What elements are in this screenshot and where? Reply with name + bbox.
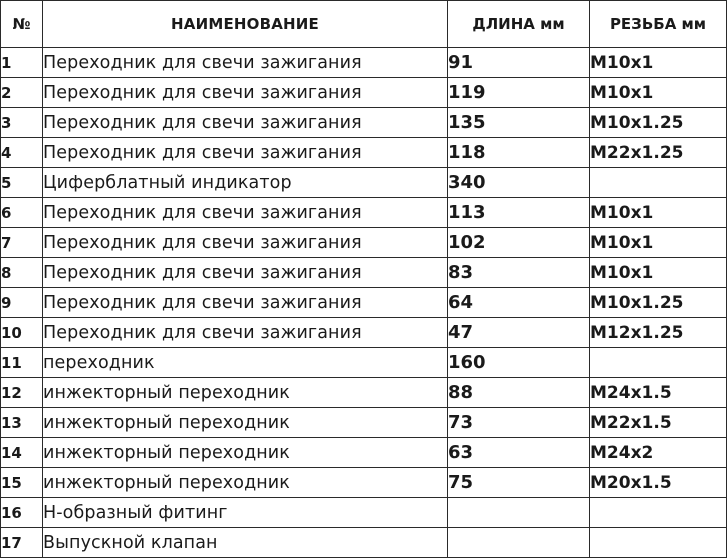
row-thread xyxy=(590,348,727,378)
table-row xyxy=(1,288,727,318)
row-name: инжекторный переходник xyxy=(43,468,448,498)
row-num: 9 xyxy=(1,288,43,318)
row-thread: M24x1.5 xyxy=(590,378,727,408)
row-length: 75 xyxy=(448,468,590,498)
row-name: инжекторный переходник xyxy=(43,438,448,468)
row-name: Циферблатный индикатор xyxy=(43,168,448,198)
row-thread: M20x1.5 xyxy=(590,468,727,498)
table-row xyxy=(1,78,727,108)
row-thread: M10x1 xyxy=(590,48,727,78)
header-thread: РЕЗЬБА мм xyxy=(590,1,727,48)
row-name: Н-образный фитинг xyxy=(43,498,448,528)
row-thread xyxy=(590,498,727,528)
row-num: 4 xyxy=(1,138,43,168)
row-length: 63 xyxy=(448,438,590,468)
row-name: Переходник для свечи зажигания xyxy=(43,228,448,258)
row-length: 64 xyxy=(448,288,590,318)
table-row xyxy=(1,408,727,438)
header-row xyxy=(1,1,727,48)
row-num: 10 xyxy=(1,318,43,348)
row-length: 135 xyxy=(448,108,590,138)
row-length: 83 xyxy=(448,258,590,288)
row-num: 16 xyxy=(1,498,43,528)
row-thread: M24x2 xyxy=(590,438,727,468)
row-length: 102 xyxy=(448,228,590,258)
row-name: Переходник для свечи зажигания xyxy=(43,108,448,138)
row-name: Переходник для свечи зажигания xyxy=(43,198,448,228)
row-length: 340 xyxy=(448,168,590,198)
row-num: 6 xyxy=(1,198,43,228)
row-name: Переходник для свечи зажигания xyxy=(43,48,448,78)
row-num: 3 xyxy=(1,108,43,138)
table-row xyxy=(1,48,727,78)
row-num: 13 xyxy=(1,408,43,438)
row-length: 160 xyxy=(448,348,590,378)
row-num: 1 xyxy=(1,48,43,78)
row-thread: M10x1 xyxy=(590,258,727,288)
table-row xyxy=(1,348,727,378)
row-length: 91 xyxy=(448,48,590,78)
row-num: 12 xyxy=(1,378,43,408)
table-row xyxy=(1,468,727,498)
row-length: 118 xyxy=(448,138,590,168)
row-name: Переходник для свечи зажигания xyxy=(43,78,448,108)
header-length: ДЛИНА мм xyxy=(448,1,590,48)
table-row xyxy=(1,318,727,348)
row-num: 11 xyxy=(1,348,43,378)
row-num: 5 xyxy=(1,168,43,198)
table-row xyxy=(1,498,727,528)
row-thread: M10x1 xyxy=(590,78,727,108)
row-length: 113 xyxy=(448,198,590,228)
row-name: Переходник для свечи зажигания xyxy=(43,258,448,288)
row-num: 14 xyxy=(1,438,43,468)
row-thread: M10x1 xyxy=(590,228,727,258)
row-num: 8 xyxy=(1,258,43,288)
row-num: 17 xyxy=(1,528,43,558)
row-length: 119 xyxy=(448,78,590,108)
row-num: 2 xyxy=(1,78,43,108)
table-row xyxy=(1,198,727,228)
row-thread: M22x1.25 xyxy=(590,138,727,168)
row-name: переходник xyxy=(43,348,448,378)
table-row xyxy=(1,108,727,138)
table-row xyxy=(1,528,727,558)
row-num: 15 xyxy=(1,468,43,498)
row-length xyxy=(448,498,590,528)
row-name: Переходник для свечи зажигания xyxy=(43,318,448,348)
row-name: Переходник для свечи зажигания xyxy=(43,288,448,318)
row-name: Переходник для свечи зажигания xyxy=(43,138,448,168)
table-row xyxy=(1,438,727,468)
row-name: инжекторный переходник xyxy=(43,378,448,408)
row-thread: M12x1.25 xyxy=(590,318,727,348)
row-length: 73 xyxy=(448,408,590,438)
row-thread: M10x1.25 xyxy=(590,108,727,138)
table-row xyxy=(1,168,727,198)
header-num: № xyxy=(1,1,43,48)
row-thread: M22x1.5 xyxy=(590,408,727,438)
row-thread: M10x1 xyxy=(590,198,727,228)
row-thread: M10x1.25 xyxy=(590,288,727,318)
row-length: 88 xyxy=(448,378,590,408)
row-length xyxy=(448,528,590,558)
row-length: 47 xyxy=(448,318,590,348)
table-row xyxy=(1,138,727,168)
table-row xyxy=(1,378,727,408)
row-thread xyxy=(590,168,727,198)
row-name: Выпускной клапан xyxy=(43,528,448,558)
row-name: инжекторный переходник xyxy=(43,408,448,438)
table-row xyxy=(1,258,727,288)
header-name: НАИМЕНОВАНИЕ xyxy=(43,1,448,48)
table-row xyxy=(1,228,727,258)
row-thread xyxy=(590,528,727,558)
row-num: 7 xyxy=(1,228,43,258)
